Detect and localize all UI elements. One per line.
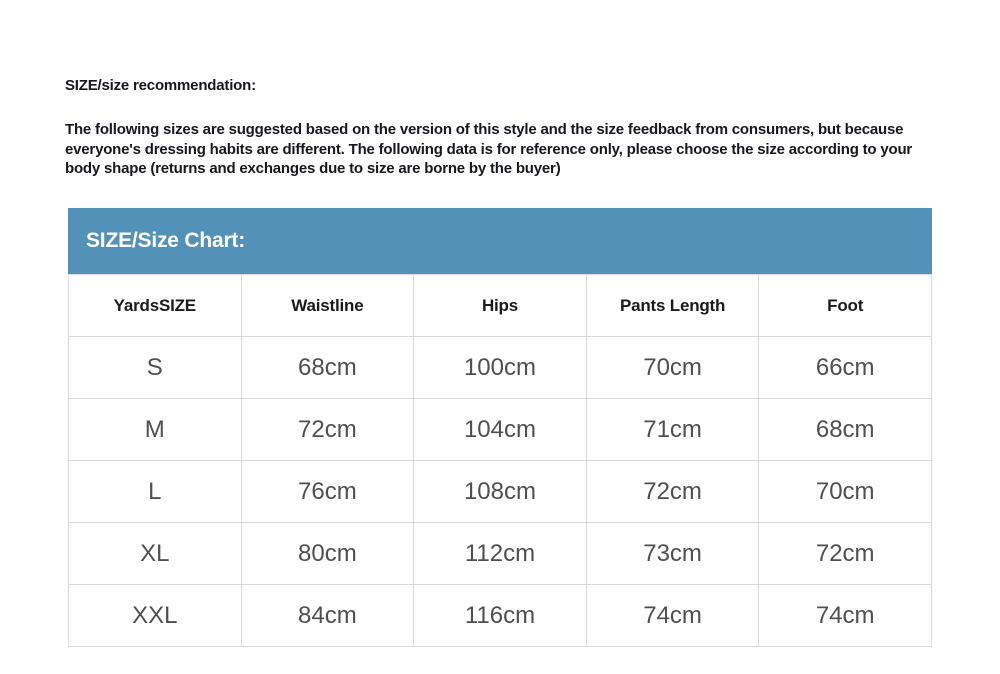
cell-waistline: 68cm	[241, 337, 414, 399]
cell-pants-length: 73cm	[586, 523, 759, 585]
cell-waistline: 76cm	[241, 461, 414, 523]
cell-hips: 108cm	[414, 461, 587, 523]
cell-hips: 104cm	[414, 399, 587, 461]
cell-hips: 116cm	[414, 585, 587, 647]
cell-size: XL	[69, 523, 242, 585]
cell-hips: 100cm	[414, 337, 587, 399]
cell-pants-length: 74cm	[586, 585, 759, 647]
column-header-yards-size: YardsSIZE	[69, 275, 242, 337]
table-row	[69, 523, 932, 585]
cell-foot: 74cm	[759, 585, 932, 647]
cell-size: S	[69, 337, 242, 399]
table-row	[69, 399, 932, 461]
cell-waistline: 72cm	[241, 399, 414, 461]
cell-waistline: 84cm	[241, 585, 414, 647]
column-header-pants-length: Pants Length	[586, 275, 759, 337]
column-header-waistline: Waistline	[241, 275, 414, 337]
cell-size: XXL	[69, 585, 242, 647]
cell-size: L	[69, 461, 242, 523]
cell-foot: 66cm	[759, 337, 932, 399]
size-chart-banner	[68, 208, 932, 274]
size-recommendation-heading: SIZE/size recommendation:	[65, 77, 256, 94]
column-header-foot: Foot	[759, 275, 932, 337]
cell-pants-length: 70cm	[586, 337, 759, 399]
size-chart-table	[68, 274, 932, 647]
cell-size: M	[69, 399, 242, 461]
table-row	[69, 337, 932, 399]
cell-foot: 72cm	[759, 523, 932, 585]
table-row	[69, 461, 932, 523]
column-header-hips: Hips	[414, 275, 587, 337]
size-recommendation-text: The following sizes are suggested based on the version of this style and the size feedback from consumers, but because everyone's dressing habits are different. The following data is for reference only, please choose the size according to your body shape (returns and exchanges due to size are borne by the buyer)	[65, 121, 913, 177]
cell-foot: 70cm	[759, 461, 932, 523]
size-chart-banner-title: SIZE/Size Chart:	[86, 229, 245, 252]
cell-hips: 112cm	[414, 523, 587, 585]
cell-waistline: 80cm	[241, 523, 414, 585]
table-header-row	[69, 275, 932, 337]
cell-foot: 68cm	[759, 399, 932, 461]
cell-pants-length: 71cm	[586, 399, 759, 461]
cell-pants-length: 72cm	[586, 461, 759, 523]
table-row	[69, 585, 932, 647]
